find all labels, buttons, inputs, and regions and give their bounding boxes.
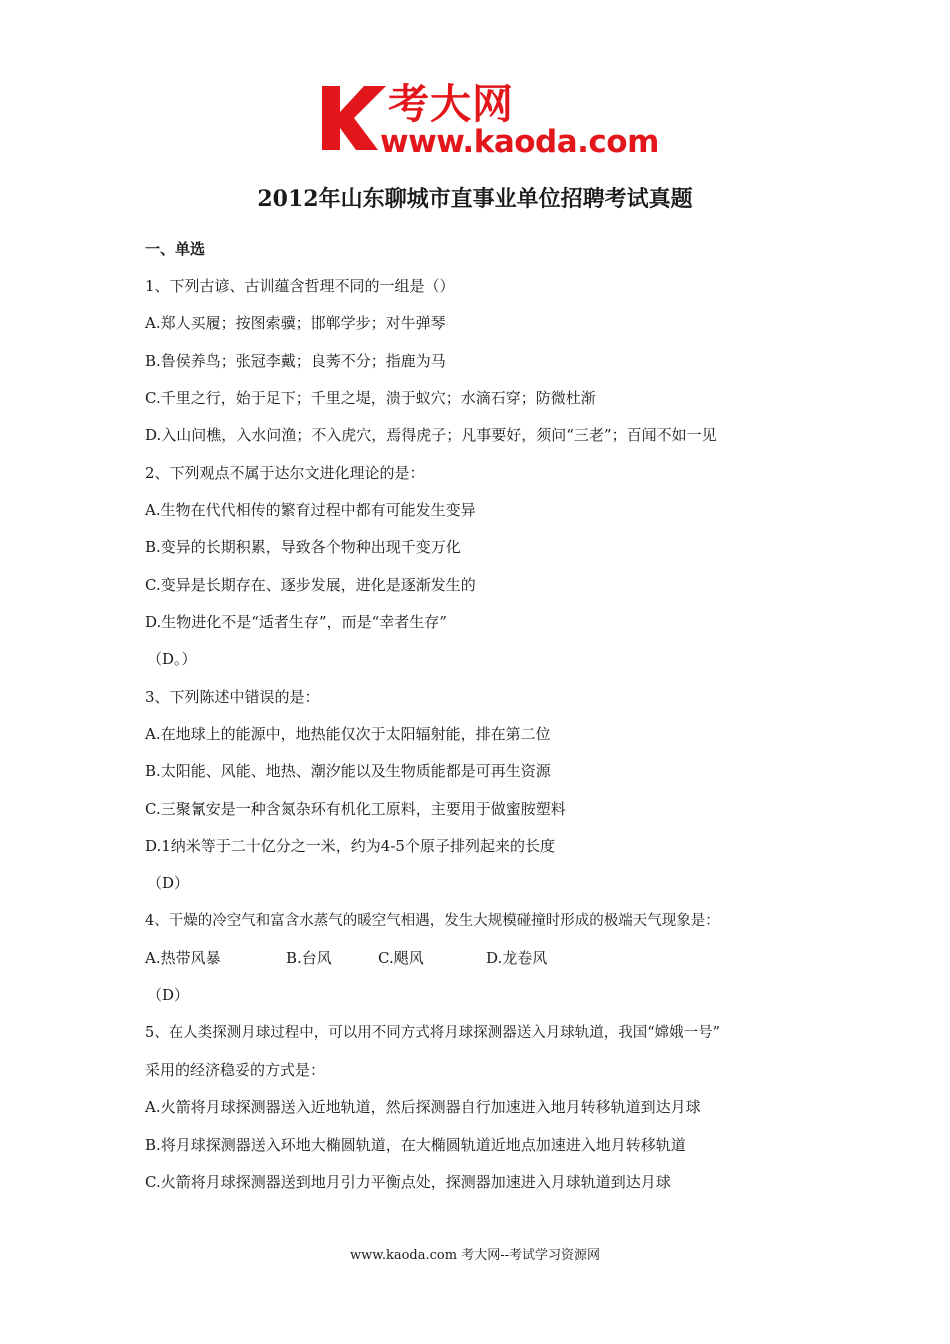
q4-option-b: B.台风 xyxy=(286,949,332,967)
q5-option-b: B.将月球探测器送入环地大椭圆轨道，在大椭圆轨道近地点加速进入地月转移轨道 xyxy=(145,1136,686,1154)
q4-option-d: D.龙卷风 xyxy=(486,949,548,967)
q3-option-c: C.三聚氰安是一种含氮杂环有机化工原料，主要用于做蜜胺塑料 xyxy=(145,800,566,818)
q4-option-c: C.飓风 xyxy=(378,949,424,967)
q3-answer: （D） xyxy=(147,874,190,892)
question-4: 4、干燥的冷空气和富含水蒸气的暖空气相遇，发生大规模碰撞时形成的极端天气现象是： xyxy=(145,913,720,929)
page-title: 2012年山东聊城市直事业单位招聘考试真题 xyxy=(257,186,693,212)
q1-option-d: D.入山问樵，入水问渔；不入虎穴，焉得虎子；凡事要好，须问“三老”；百闻不如一见 xyxy=(145,426,717,444)
q2-answer: （D。） xyxy=(147,650,197,668)
q3-option-b: B.太阳能、风能、地热、潮汐能以及生物质能都是可再生资源 xyxy=(145,762,551,780)
q4-options xyxy=(145,947,547,969)
q1-option-c: C.千里之行，始于足下；千里之堤，溃于蚁穴；水滴石穿；防微杜渐 xyxy=(145,389,596,407)
q5-option-c: C.火箭将月球探测器送到地月引力平衡点处，探测器加速进入月球轨道到达月球 xyxy=(145,1173,671,1191)
q2-option-d: D.生物进化不是“适者生存”，而是“幸者生存” xyxy=(145,613,447,631)
q2-option-b: B.变异的长期积累，导致各个物种出现千变万化 xyxy=(145,538,461,556)
question-3: 3、下列陈述中错误的是： xyxy=(145,688,320,706)
kaoda-logo xyxy=(318,78,659,160)
q2-option-c: C.变异是长期存在、逐步发展，进化是逐渐发生的 xyxy=(145,576,476,594)
q3-option-a: A.在地球上的能源中，地热能仅次于太阳辐射能，排在第二位 xyxy=(145,725,551,743)
logo-url: www.kaoda.com xyxy=(380,124,659,160)
question-5-continued: 采用的经济稳妥的方式是： xyxy=(145,1061,326,1079)
logo-chinese-name: 考大网 xyxy=(388,80,514,128)
section-heading: 一、单选 xyxy=(145,240,206,258)
question-2: 2、下列观点不属于达尔文进化理论的是： xyxy=(145,464,425,482)
page-footer: www.kaoda.com 考大网--考试学习资源网 xyxy=(350,1248,600,1263)
q5-option-a: A.火箭将月球探测器送入近地轨道，然后探测器自行加速进入地月转移轨道到达月球 xyxy=(145,1098,701,1116)
question-5: 5、在人类探测月球过程中，可以用不同方式将月球探测器送入月球轨道，我国“嫦娥一号” xyxy=(145,1025,721,1041)
q2-option-a: A.生物在代代相传的繁育过程中都有可能发生变异 xyxy=(145,501,476,519)
q1-option-a: A.郑人买履；按图索骥；邯郸学步；对牛弹琴 xyxy=(145,314,446,332)
q4-answer: （D） xyxy=(147,986,190,1004)
q3-option-d: D.1纳米等于二十亿分之一米，约为4-5个原子排列起来的长度 xyxy=(145,837,555,855)
q1-option-b: B.鲁侯养鸟；张冠李戴；良莠不分；指鹿为马 xyxy=(145,352,446,370)
question-1: 1、下列古谚、古训蕴含哲理不同的一组是（） xyxy=(145,277,455,295)
q4-option-a: A.热带风暴 xyxy=(145,949,221,967)
